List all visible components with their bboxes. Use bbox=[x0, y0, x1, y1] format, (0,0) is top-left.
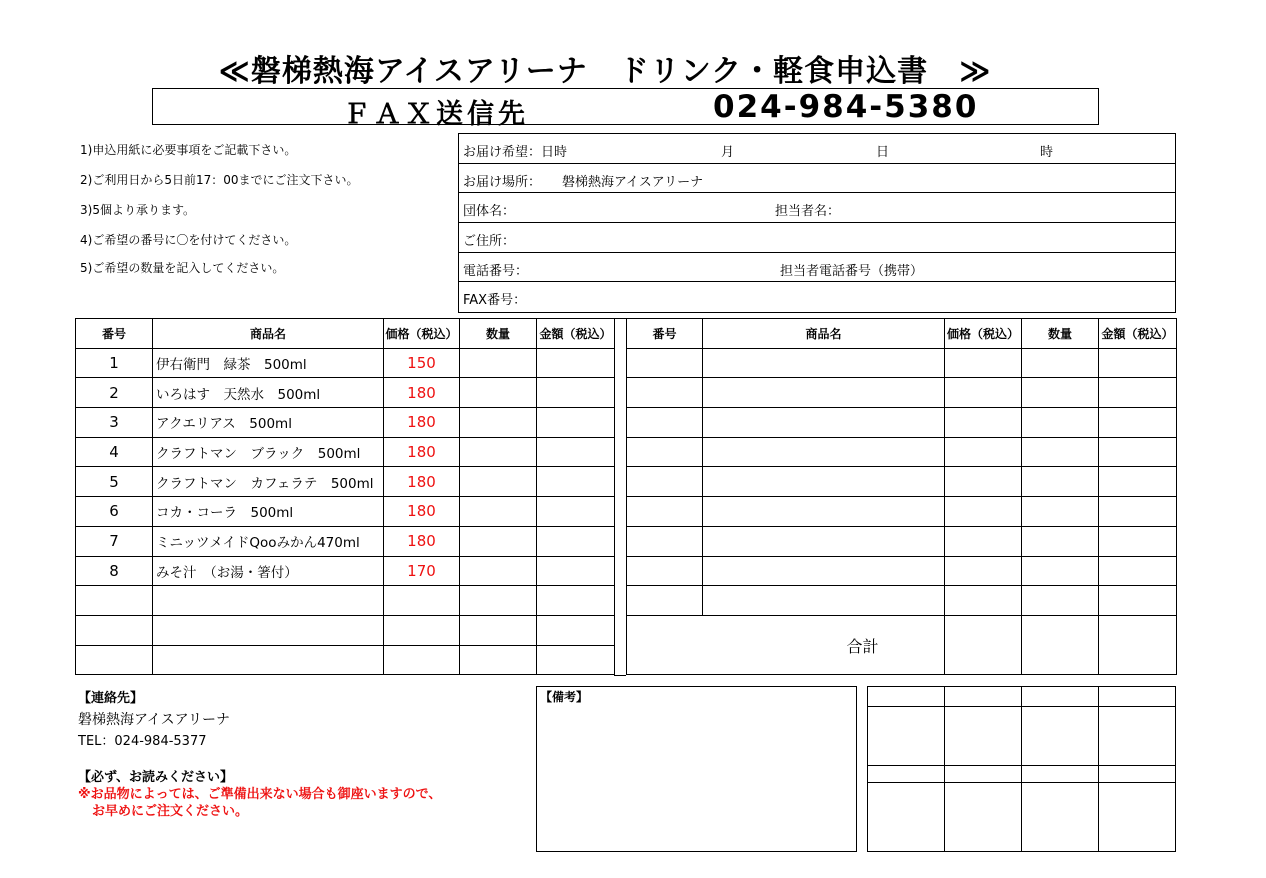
empty-cell[interactable] bbox=[537, 645, 615, 675]
empty-cell[interactable] bbox=[627, 437, 703, 467]
empty-cell[interactable] bbox=[1022, 437, 1099, 467]
header-product: 商品名 bbox=[153, 319, 384, 349]
empty-cell[interactable] bbox=[703, 467, 945, 497]
empty-cell[interactable] bbox=[460, 645, 537, 675]
empty-cell[interactable] bbox=[537, 586, 615, 616]
total-divider-1 bbox=[944, 615, 945, 675]
quantity-cell[interactable] bbox=[460, 408, 537, 438]
empty-cell[interactable] bbox=[703, 526, 945, 556]
empty-cell[interactable] bbox=[703, 378, 945, 408]
table-row-empty bbox=[627, 348, 1177, 378]
empty-cell[interactable] bbox=[537, 615, 615, 645]
empty-cell[interactable] bbox=[945, 437, 1022, 467]
item-number[interactable]: 6 bbox=[76, 497, 153, 527]
empty-cell[interactable] bbox=[627, 348, 703, 378]
amount-cell[interactable] bbox=[537, 497, 615, 527]
table-row bbox=[76, 497, 615, 527]
stamp-cell[interactable] bbox=[945, 783, 1022, 852]
empty-cell[interactable] bbox=[627, 378, 703, 408]
table-row bbox=[76, 408, 615, 438]
table-header-row bbox=[76, 319, 615, 349]
item-number[interactable]: 7 bbox=[76, 526, 153, 556]
empty-cell[interactable] bbox=[1022, 348, 1099, 378]
contact-name: 磐梯熱海アイスアリーナ bbox=[78, 712, 231, 728]
stamp-cell[interactable] bbox=[945, 687, 1022, 707]
fax-label: ＦＡＸ送信先 bbox=[343, 99, 529, 130]
item-name: 伊右衛門 緑茶 500ml bbox=[153, 348, 384, 378]
total-divider-2 bbox=[1021, 615, 1022, 675]
empty-cell[interactable] bbox=[1022, 497, 1099, 527]
empty-cell[interactable] bbox=[1099, 437, 1177, 467]
empty-cell[interactable] bbox=[945, 497, 1022, 527]
empty-cell[interactable] bbox=[627, 526, 703, 556]
contact-tel: TEL：024-984-5377 bbox=[78, 734, 207, 749]
stamp-cell[interactable] bbox=[1099, 687, 1176, 707]
stamp-cell[interactable] bbox=[1099, 766, 1176, 783]
quantity-cell[interactable] bbox=[460, 467, 537, 497]
item-price: 180 bbox=[384, 408, 460, 438]
empty-cell[interactable] bbox=[1022, 586, 1099, 616]
empty-cell[interactable] bbox=[460, 615, 537, 645]
empty-cell[interactable] bbox=[627, 408, 703, 438]
empty-cell[interactable] bbox=[153, 615, 384, 645]
empty-cell[interactable] bbox=[1022, 378, 1099, 408]
empty-cell[interactable] bbox=[703, 408, 945, 438]
empty-cell[interactable] bbox=[945, 378, 1022, 408]
quantity-cell[interactable] bbox=[460, 437, 537, 467]
instruction-3: 3)5個より承ります。 bbox=[80, 203, 195, 217]
order-info-form bbox=[458, 133, 1176, 313]
item-number[interactable]: 4 bbox=[76, 437, 153, 467]
delivery-place-row[interactable] bbox=[459, 164, 1175, 194]
empty-cell[interactable] bbox=[384, 615, 460, 645]
header-amount: 金額（税込） bbox=[1099, 319, 1177, 349]
item-price: 180 bbox=[384, 378, 460, 408]
quantity-cell[interactable] bbox=[460, 497, 537, 527]
item-price: 180 bbox=[384, 437, 460, 467]
fax-destination-box bbox=[152, 88, 1099, 130]
instruction-2: 2)ご利用日から5日前17：00までにご注文下さい。 bbox=[80, 173, 359, 187]
empty-cell[interactable] bbox=[1022, 467, 1099, 497]
header-product: 商品名 bbox=[703, 319, 945, 349]
table-row-empty bbox=[627, 437, 1177, 467]
mobile-label: 担当者電話番号（携帯） bbox=[780, 263, 924, 279]
table-row-empty bbox=[76, 645, 615, 675]
fax-row[interactable] bbox=[459, 282, 1175, 312]
stamp-cell[interactable] bbox=[868, 707, 945, 766]
empty-cell[interactable] bbox=[627, 467, 703, 497]
empty-cell[interactable] bbox=[627, 497, 703, 527]
stamp-cell[interactable] bbox=[1099, 783, 1176, 852]
phone-label: 電話番号： bbox=[463, 263, 529, 279]
table-row bbox=[76, 556, 615, 586]
stamp-cell[interactable] bbox=[1022, 783, 1099, 852]
amount-cell[interactable] bbox=[537, 526, 615, 556]
delivery-date-row[interactable] bbox=[459, 134, 1175, 164]
empty-cell[interactable] bbox=[153, 586, 384, 616]
table-row bbox=[76, 348, 615, 378]
table-row-empty bbox=[627, 408, 1177, 438]
item-price: 170 bbox=[384, 556, 460, 586]
item-name: コカ・コーラ 500ml bbox=[153, 497, 384, 527]
empty-cell[interactable] bbox=[460, 586, 537, 616]
amount-cell[interactable] bbox=[537, 348, 615, 378]
delivery-place-value: 磐梯熱海アイスアリーナ bbox=[562, 174, 704, 190]
stamp-cell[interactable] bbox=[945, 766, 1022, 783]
empty-cell[interactable] bbox=[1099, 586, 1177, 616]
empty-cell[interactable] bbox=[1099, 526, 1177, 556]
table-row bbox=[76, 437, 615, 467]
table-row-empty bbox=[76, 586, 615, 616]
memo-box[interactable] bbox=[536, 686, 857, 852]
order-table-left bbox=[75, 318, 615, 675]
table-divider bbox=[614, 318, 626, 676]
table-row-empty bbox=[627, 556, 1177, 586]
empty-cell[interactable] bbox=[945, 348, 1022, 378]
quantity-cell[interactable] bbox=[460, 556, 537, 586]
table-row-empty bbox=[627, 526, 1177, 556]
day-label: 日 bbox=[876, 145, 890, 160]
empty-cell[interactable] bbox=[703, 586, 945, 616]
item-number[interactable]: 1 bbox=[76, 348, 153, 378]
header-number: 番号 bbox=[76, 319, 153, 349]
empty-cell[interactable] bbox=[945, 556, 1022, 586]
table-row-empty bbox=[627, 586, 1177, 616]
notice-heading: 【必ず、お読みください】 bbox=[78, 770, 233, 785]
item-price: 180 bbox=[384, 467, 460, 497]
item-name: クラフトマン ブラック 500ml bbox=[153, 437, 384, 467]
delivery-date-label: お届け希望：日時 bbox=[463, 145, 568, 160]
empty-cell[interactable] bbox=[1022, 556, 1099, 586]
empty-cell[interactable] bbox=[1099, 378, 1177, 408]
notice-line-2: お早めにご注文ください。 bbox=[92, 804, 249, 819]
total-label: 合計 bbox=[627, 615, 1099, 674]
item-number[interactable]: 8 bbox=[76, 556, 153, 586]
empty-cell[interactable] bbox=[1099, 348, 1177, 378]
amount-cell[interactable] bbox=[537, 556, 615, 586]
empty-cell[interactable] bbox=[76, 586, 153, 616]
item-price: 180 bbox=[384, 497, 460, 527]
memo-label: 【備考】 bbox=[540, 690, 589, 704]
delivery-place-label: お届け場所： bbox=[463, 174, 542, 190]
instruction-1: 1)申込用紙に必要事項をご記載下さい。 bbox=[80, 143, 297, 157]
stamp-grid bbox=[867, 686, 1176, 852]
empty-cell[interactable] bbox=[627, 586, 703, 616]
item-name: みそ汁 （お湯・箸付） bbox=[153, 556, 384, 586]
total-amount-cell[interactable] bbox=[1099, 615, 1177, 674]
page-title: ≪磐梯熱海アイスアリーナ ドリンク・軽食申込書 ≫ bbox=[218, 54, 992, 89]
table-row-empty bbox=[627, 497, 1177, 527]
item-price: 150 bbox=[384, 348, 460, 378]
header-quantity: 数量 bbox=[460, 319, 537, 349]
instruction-4: 4)ご希望の番号に〇を付けてください。 bbox=[80, 233, 297, 247]
month-label: 月 bbox=[721, 145, 735, 160]
hour-label: 時 bbox=[1040, 145, 1054, 160]
empty-cell[interactable] bbox=[703, 348, 945, 378]
table-row bbox=[76, 526, 615, 556]
header-price: 価格（税込） bbox=[945, 319, 1022, 349]
empty-cell[interactable] bbox=[703, 437, 945, 467]
amount-cell[interactable] bbox=[537, 408, 615, 438]
address-row[interactable] bbox=[459, 223, 1175, 253]
header-price: 価格（税込） bbox=[384, 319, 460, 349]
fax-number: 024-984-5380 bbox=[713, 89, 979, 125]
empty-cell[interactable] bbox=[703, 556, 945, 586]
instruction-5: 5)ご希望の数量を記入してください。 bbox=[80, 261, 285, 275]
contact-heading: 【連絡先】 bbox=[78, 691, 144, 706]
empty-cell[interactable] bbox=[1022, 526, 1099, 556]
table-row bbox=[76, 467, 615, 497]
item-name: クラフトマン カフェラテ 500ml bbox=[153, 467, 384, 497]
item-name: アクエリアス 500ml bbox=[153, 408, 384, 438]
table-row-empty bbox=[627, 467, 1177, 497]
item-name: ミニッツメイドQooみかん470ml bbox=[153, 526, 384, 556]
stamp-cell[interactable] bbox=[868, 687, 945, 707]
empty-cell[interactable] bbox=[1099, 497, 1177, 527]
stamp-cell[interactable] bbox=[868, 766, 945, 783]
table-row bbox=[76, 378, 615, 408]
empty-cell[interactable] bbox=[627, 556, 703, 586]
amount-cell[interactable] bbox=[537, 437, 615, 467]
empty-cell[interactable] bbox=[76, 645, 153, 675]
empty-cell[interactable] bbox=[1099, 556, 1177, 586]
header-amount: 金額（税込） bbox=[537, 319, 615, 349]
phone-row[interactable] bbox=[459, 253, 1175, 283]
stamp-cell[interactable] bbox=[1022, 687, 1099, 707]
amount-cell[interactable] bbox=[537, 467, 615, 497]
item-number[interactable]: 3 bbox=[76, 408, 153, 438]
empty-cell[interactable] bbox=[384, 645, 460, 675]
empty-cell[interactable] bbox=[153, 645, 384, 675]
notice-line-1: ※お品物によっては、ご準備出来ない場合も御座いますので、 bbox=[78, 787, 442, 802]
group-row[interactable] bbox=[459, 193, 1175, 223]
empty-cell[interactable] bbox=[1099, 467, 1177, 497]
stamp-cell[interactable] bbox=[1099, 707, 1176, 766]
empty-cell[interactable] bbox=[76, 615, 153, 645]
empty-cell[interactable] bbox=[945, 408, 1022, 438]
header-quantity: 数量 bbox=[1022, 319, 1099, 349]
stamp-cell[interactable] bbox=[868, 783, 945, 852]
empty-cell[interactable] bbox=[945, 526, 1022, 556]
empty-cell[interactable] bbox=[945, 467, 1022, 497]
header-number: 番号 bbox=[627, 319, 703, 349]
person-label: 担当者名： bbox=[775, 204, 841, 220]
quantity-cell[interactable] bbox=[460, 348, 537, 378]
order-table-right bbox=[626, 318, 1177, 675]
empty-cell[interactable] bbox=[384, 586, 460, 616]
address-label: ご住所： bbox=[463, 234, 516, 250]
fax-number-label: FAX番号： bbox=[463, 293, 527, 309]
item-number[interactable]: 2 bbox=[76, 378, 153, 408]
item-name: いろはす 天然水 500ml bbox=[153, 378, 384, 408]
empty-cell[interactable] bbox=[1099, 408, 1177, 438]
table-row-empty bbox=[627, 378, 1177, 408]
empty-cell[interactable] bbox=[945, 586, 1022, 616]
stamp-cell[interactable] bbox=[945, 707, 1022, 766]
table-row-empty bbox=[76, 615, 615, 645]
amount-cell[interactable] bbox=[537, 378, 615, 408]
item-number[interactable]: 5 bbox=[76, 467, 153, 497]
table-header-row bbox=[627, 319, 1177, 349]
stamp-cell[interactable] bbox=[1022, 766, 1099, 783]
empty-cell[interactable] bbox=[703, 497, 945, 527]
group-label: 団体名： bbox=[463, 204, 516, 220]
empty-cell[interactable] bbox=[1022, 408, 1099, 438]
stamp-cell[interactable] bbox=[1022, 707, 1099, 766]
item-price: 180 bbox=[384, 526, 460, 556]
quantity-cell[interactable] bbox=[460, 526, 537, 556]
quantity-cell[interactable] bbox=[460, 378, 537, 408]
